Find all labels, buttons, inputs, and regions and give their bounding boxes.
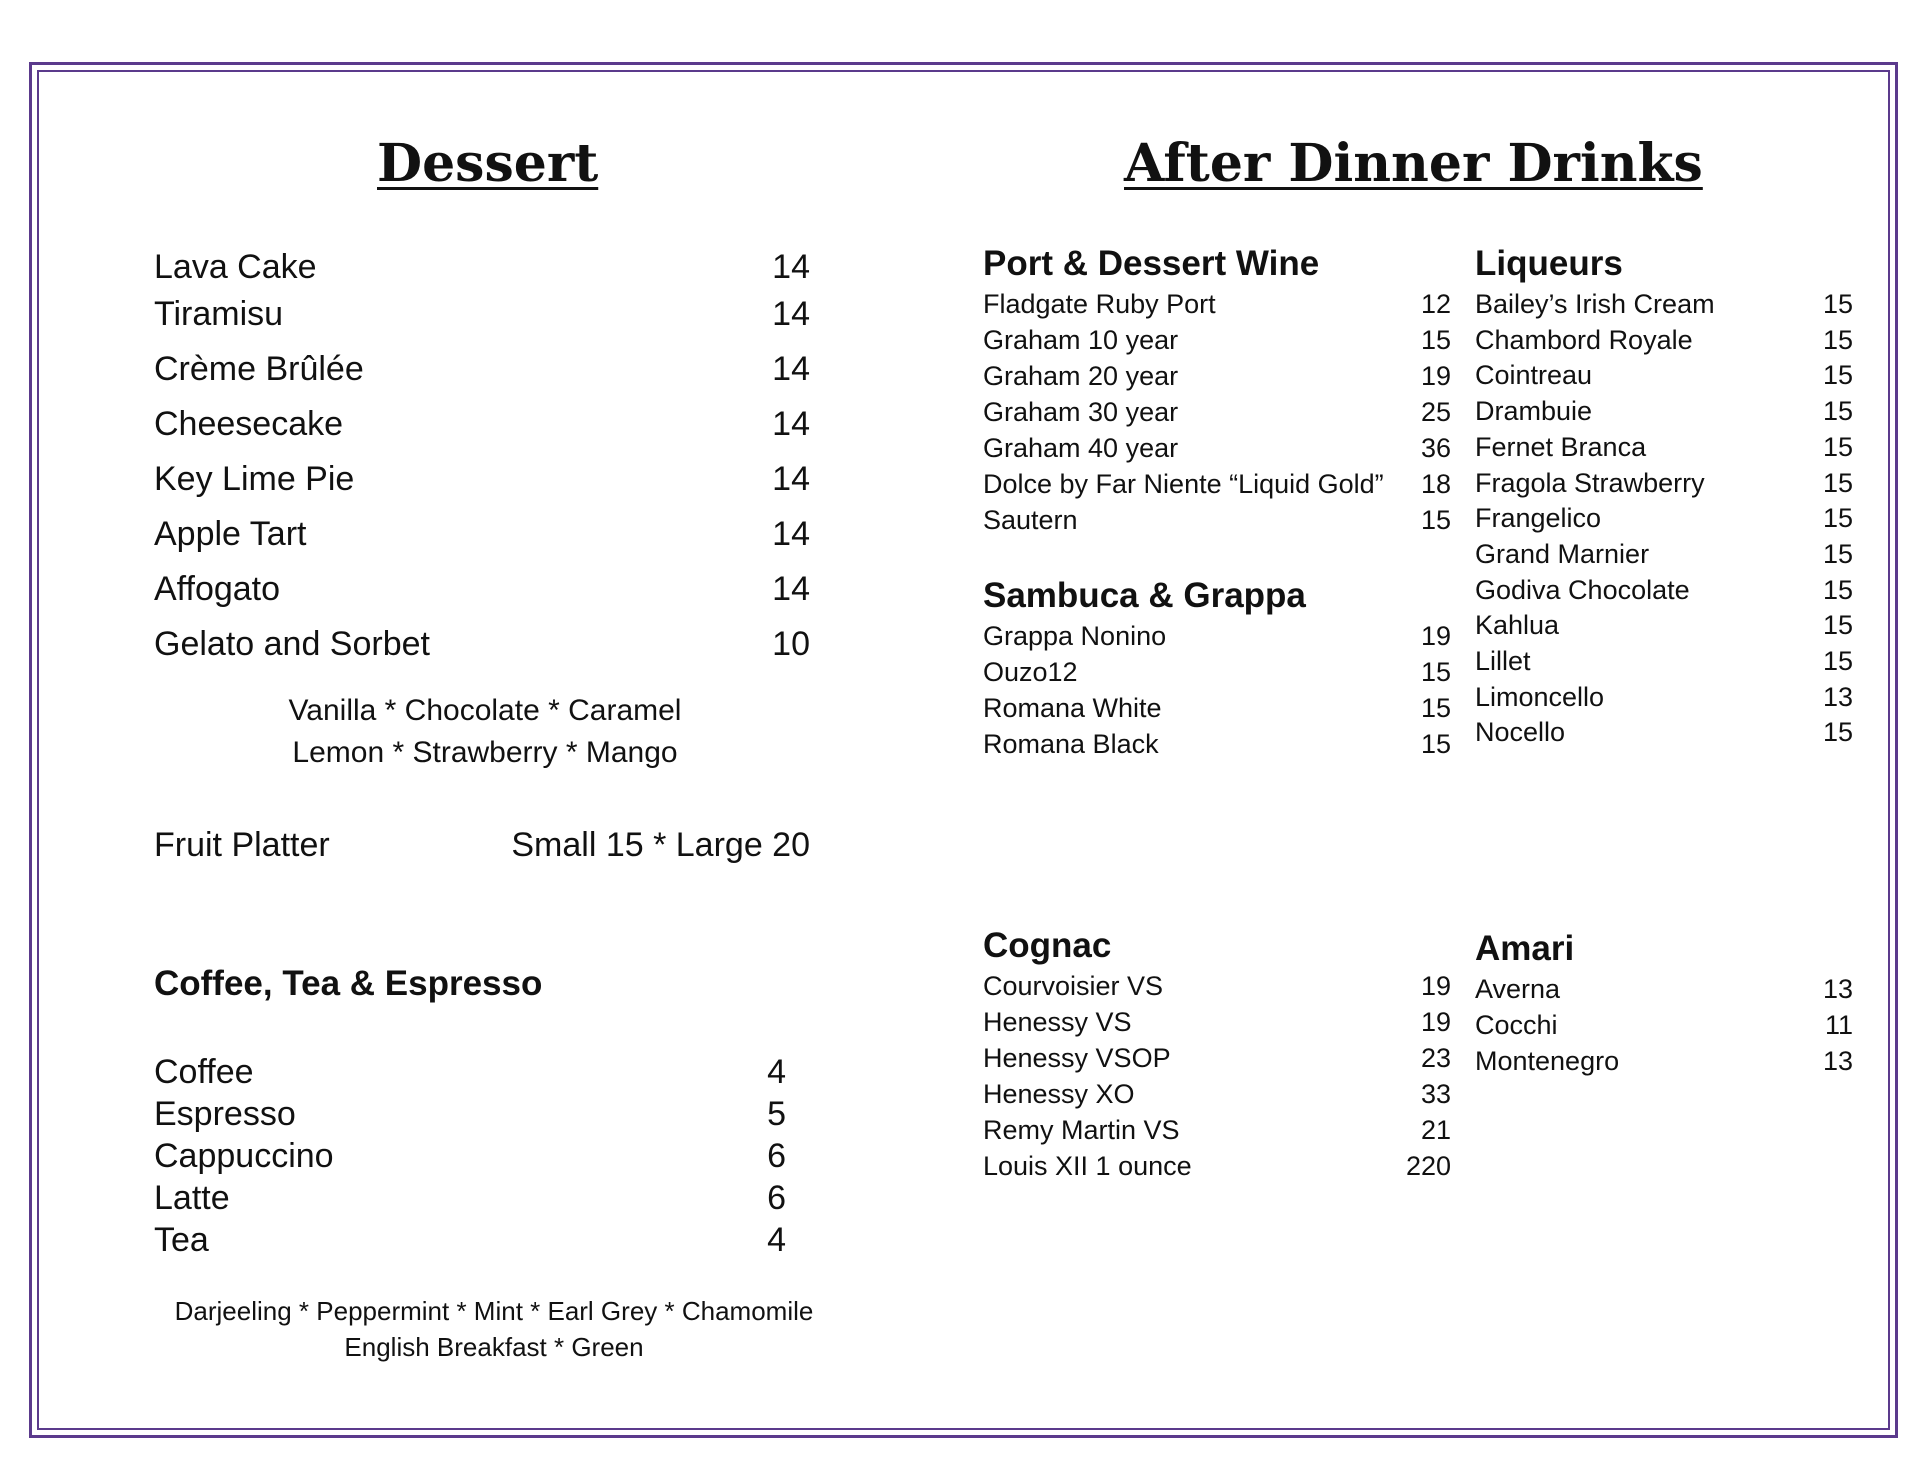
menu-item-name: Courvoisier VS <box>983 971 1164 1001</box>
menu-item-row <box>1475 325 1853 358</box>
menu-item-price: 13 <box>1822 1046 1853 1076</box>
menu-item-row <box>154 460 810 500</box>
menu-item-price: 15 <box>1420 693 1451 723</box>
menu-item-row <box>1475 432 1853 465</box>
menu-item-name: Fladgate Ruby Port <box>983 289 1216 319</box>
menu-item-name: Romana White <box>983 693 1162 723</box>
menu-item-row <box>154 1095 786 1135</box>
menu-item-name: Bailey’s Irish Cream <box>1475 289 1715 319</box>
menu-item-price: 220 <box>1405 1151 1451 1181</box>
menu-item-name: Frangelico <box>1475 503 1602 534</box>
menu-item-price: 4 <box>767 1221 786 1259</box>
menu-item-row <box>983 289 1451 322</box>
menu-item-row <box>1475 539 1853 572</box>
menu-item-price: 14 <box>772 515 810 553</box>
gelato-flavors-line-1: Vanilla * Chocolate * Caramel <box>288 694 682 727</box>
menu-item-row <box>983 1079 1451 1112</box>
menu-item-price: 13 <box>1822 974 1853 1004</box>
menu-item-name: Kahlua <box>1475 610 1560 641</box>
menu-item-row <box>154 1053 786 1093</box>
menu-item-row <box>983 397 1451 430</box>
menu-item-price: 15 <box>1822 324 1853 355</box>
menu-item-row <box>1475 289 1853 322</box>
menu-item-row <box>1475 1010 1853 1043</box>
menu-item-name: Montenegro <box>1475 1046 1620 1076</box>
menu-item-price: 36 <box>1420 433 1451 463</box>
menu-item-name: Sautern <box>983 505 1078 535</box>
menu-item-name: Coffee <box>154 1053 254 1091</box>
menu-item-row <box>1475 503 1853 536</box>
menu-item-name: Louis XII 1 ounce <box>983 1151 1192 1181</box>
gelato-flavors-line-2: Lemon * Strawberry * Mango <box>292 736 678 769</box>
menu-item-row <box>154 1137 786 1177</box>
menu-item-name: Henessy VS <box>983 1007 1132 1037</box>
cognac-section-title: Cognac <box>983 926 1112 965</box>
menu-item-price: 11 <box>1824 1010 1853 1040</box>
tea-types-line-2: English Breakfast * Green <box>344 1332 644 1362</box>
fruit-platter-row <box>154 826 810 866</box>
menu-item-price: 15 <box>1420 729 1451 759</box>
menu-item-name: Affogato <box>154 570 281 608</box>
menu-item-row <box>1475 610 1853 643</box>
menu-item-name: Averna <box>1475 974 1561 1004</box>
menu-item-name: Crème Brûlée <box>154 350 364 388</box>
menu-item-name: Remy Martin VS <box>983 1115 1180 1145</box>
menu-item-price: 15 <box>1822 646 1853 676</box>
menu-item-name: Graham 10 year <box>983 325 1179 355</box>
menu-item-name: Grand Marnier <box>1475 538 1650 569</box>
menu-item-row <box>983 361 1451 394</box>
menu-item-row <box>1475 575 1853 608</box>
menu-item-row <box>983 971 1451 1004</box>
menu-item-name: Cointreau <box>1475 360 1593 391</box>
menu-item-price: 14 <box>772 405 810 443</box>
menu-item-price: 12 <box>1420 289 1451 319</box>
menu-item-name: Drambuie <box>1475 396 1593 427</box>
menu-item-row <box>154 350 810 390</box>
menu-item-row <box>983 1115 1451 1148</box>
menu-item-name: Cappuccino <box>154 1137 334 1175</box>
menu-item-name: Romana Black <box>983 729 1159 759</box>
menu-item-name: Fragola Strawberry <box>1475 467 1705 498</box>
menu-item-price: 15 <box>1822 610 1853 641</box>
menu-item-row <box>983 621 1451 654</box>
dessert-title: Dessert <box>377 133 599 194</box>
menu-item-price: 15 <box>1822 396 1853 427</box>
sambuca-section-title: Sambuca & Grappa <box>983 576 1306 615</box>
menu-item-price: 19 <box>1420 621 1451 651</box>
menu-item-name: Latte <box>154 1179 230 1217</box>
menu-item-row <box>983 1007 1451 1040</box>
menu-item-row <box>154 515 810 555</box>
menu-item-price: 15 <box>1822 289 1853 319</box>
menu-item-row <box>983 433 1451 466</box>
menu-item-price: 14 <box>772 295 810 333</box>
menu-item-name: Espresso <box>154 1095 296 1133</box>
menu-item-price: 15 <box>1822 503 1853 534</box>
menu-item-row <box>983 325 1451 358</box>
menu-item-price: 15 <box>1420 505 1451 535</box>
menu-item-row <box>154 1221 786 1261</box>
menu-item-name: Graham 30 year <box>983 397 1179 427</box>
menu-item-price: 4 <box>767 1053 786 1091</box>
tea-types-line-1: Darjeeling * Peppermint * Mint * Earl Grey * Chamomile <box>174 1296 814 1326</box>
menu-item-price: 18 <box>1420 469 1451 499</box>
menu-item-price: 15 <box>1822 431 1853 462</box>
liqueurs-section-title: Liqueurs <box>1475 244 1623 283</box>
menu-item-price: 23 <box>1420 1043 1451 1073</box>
menu-item-name: Apple Tart <box>154 515 307 553</box>
drinks-title: After Dinner Drinks <box>1124 133 1703 194</box>
menu-item-name: Dolce by Far Niente “Liquid Gold” <box>983 469 1384 499</box>
menu-item-name: Cocchi <box>1475 1010 1558 1040</box>
menu-item-price: 15 <box>1822 360 1853 391</box>
menu-item-name: Henessy VSOP <box>983 1043 1171 1073</box>
menu-item-row <box>983 505 1451 538</box>
menu-item-name: Limoncello <box>1475 681 1605 712</box>
menu-item-name: Lillet <box>1475 646 1531 676</box>
amari-section-title: Amari <box>1475 929 1575 968</box>
menu-item-row <box>983 1151 1451 1184</box>
menu-item-name: Fernet Branca <box>1475 431 1647 462</box>
menu-item-price: 15 <box>1822 574 1853 605</box>
menu-item-price: 6 <box>767 1137 786 1175</box>
menu-item-price: 33 <box>1420 1079 1451 1109</box>
menu-item-name: Gelato and Sorbet <box>154 625 430 663</box>
menu-item-price: 19 <box>1420 361 1451 391</box>
menu-item-row <box>1475 682 1853 715</box>
menu-item-price: 14 <box>772 570 810 608</box>
menu-item-name: Lava Cake <box>154 248 317 286</box>
menu-item-row <box>983 657 1451 690</box>
menu-item-row <box>1475 468 1853 501</box>
menu-item-row <box>983 693 1451 726</box>
menu-item-name: Nocello <box>1475 717 1566 748</box>
menu-item-row <box>154 625 810 665</box>
menu-item-price: 19 <box>1420 971 1451 1001</box>
menu-item-price: 21 <box>1420 1115 1451 1145</box>
menu-item-price: 15 <box>1822 717 1853 748</box>
menu-item-name: Tea <box>154 1221 209 1259</box>
menu-item-price: 14 <box>772 350 810 388</box>
menu-item-name: Godiva Chocolate <box>1475 574 1690 605</box>
menu-item-price: 13 <box>1822 681 1853 712</box>
menu-item-price: 14 <box>772 460 810 498</box>
menu-item-name: Henessy XO <box>983 1079 1135 1109</box>
menu-item-row <box>154 405 810 445</box>
menu-item-row <box>983 469 1451 502</box>
menu-item-price: 15 <box>1822 467 1853 498</box>
fruit-platter-price: Small 15 * Large 20 <box>511 826 810 864</box>
menu-item-name: Graham 20 year <box>983 361 1179 391</box>
menu-item-name: Tiramisu <box>154 295 284 333</box>
menu-item-price: 6 <box>767 1179 786 1217</box>
menu-item-price: 15 <box>1420 657 1451 687</box>
menu-item-price: 5 <box>767 1095 786 1133</box>
menu-item-row <box>154 570 810 610</box>
menu-item-name: Chambord Royale <box>1475 324 1693 355</box>
menu-item-price: 14 <box>772 248 810 286</box>
menu-item-row <box>154 295 810 335</box>
menu-item-price: 19 <box>1420 1007 1451 1037</box>
menu-item-name: Cheesecake <box>154 405 344 443</box>
fruit-platter-name: Fruit Platter <box>154 826 330 864</box>
coffee-section-title: Coffee, Tea & Espresso <box>154 964 543 1003</box>
menu-item-row <box>154 248 810 288</box>
menu-item-price: 15 <box>1420 325 1451 355</box>
menu-item-row <box>983 729 1451 762</box>
menu-item-row <box>1475 396 1853 429</box>
menu-item-name: Ouzo12 <box>983 657 1078 687</box>
menu-item-row <box>1475 717 1853 750</box>
menu-item-row <box>1475 646 1853 679</box>
menu-item-row <box>1475 974 1853 1007</box>
menu-item-row <box>154 1179 786 1219</box>
menu-item-row <box>1475 1046 1853 1079</box>
menu-item-row <box>983 1043 1451 1076</box>
menu-item-row <box>1475 360 1853 393</box>
menu-item-name: Grappa Nonino <box>983 621 1167 651</box>
menu-item-name: Key Lime Pie <box>154 460 355 498</box>
port-section-title: Port & Dessert Wine <box>983 244 1320 283</box>
menu-item-price: 15 <box>1822 538 1853 569</box>
menu-item-price: 25 <box>1420 397 1451 427</box>
menu-item-price: 10 <box>772 625 810 663</box>
menu-item-name: Graham 40 year <box>983 433 1179 463</box>
